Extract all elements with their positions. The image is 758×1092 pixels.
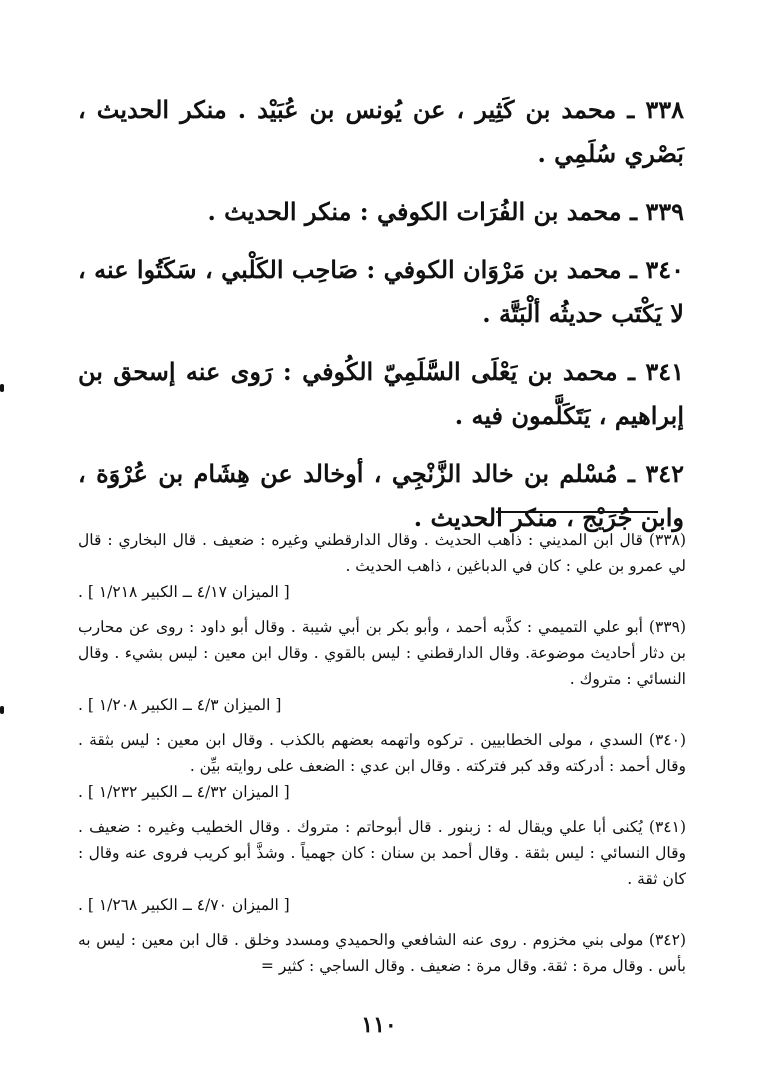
entry-338: ٣٣٨ ـ محمد بن كَثِير ، عن يُونس بن عُبَيْد . منكر الحديث ، بَصْري سُلَمِي . bbox=[78, 95, 684, 168]
entry-340: ٣٤٠ ـ محمد بن مَرْوَان الكوفي : صَاحِب الكَلْبي ، سَكَتُوا عنه ، لا يَكْتَب حديثُه ألْبَتَّة . bbox=[78, 255, 684, 328]
footnote-338 bbox=[78, 527, 686, 605]
footnote-reference: [ الميزان ٤/٣ ــ الكبير ١/٢٠٨ ] . bbox=[78, 696, 282, 714]
footnote-text: (٣٣٨) قال ابن المديني : ذاهب الحديث . وقال الدارقطني وغيره : ضعيف . قال البخاري : قال لي عمرو بن علي : كان في الدباغين ، ذاهب الحديث . bbox=[78, 531, 686, 575]
footnote-text: (٣٤٢) مولى بني مخزوم . روى عنه الشافعي والحميدي ومسدد وخلق . قال ابن معين : ليس به بأس . وقال مرة : ثقة. وقال مرة : ضعيف . وقال الساجي : كثير = bbox=[78, 931, 686, 975]
entry-339: ٣٣٩ ـ محمد بن الفُرَات الكوفي : منكر الحديث . bbox=[207, 197, 684, 226]
page-number: ١١٠ bbox=[361, 1012, 397, 1038]
footnote-340 bbox=[78, 727, 686, 805]
entry-341: ٣٤١ ـ محمد بن يَعْلَى السَّلَمِيّ الكُوفي : رَوى عنه إسحق بن إبراهيم ، يَتَكَلَّمون فيه . bbox=[78, 357, 684, 430]
footnote-reference: [ الميزان ٤/٧٠ ــ الكبير ١/٢٦٨ ] . bbox=[78, 896, 290, 914]
footnotes bbox=[78, 527, 686, 988]
main-text bbox=[78, 88, 684, 554]
footnote-341 bbox=[78, 814, 686, 918]
footnote-text: (٣٤٠) السدي ، مولى الخطابيين . تركوه واتهمه بعضهم بالكذب . وقال ابن معين : ليس بثقة . وقال أحمد : أدركته وقد كبر فتركته . وقال ابن عدي : الضعف على روايته بيِّن . bbox=[78, 731, 686, 775]
footnote-reference: [ الميزان ٤/٣٢ ــ الكبير ١/٢٣٢ ] . bbox=[78, 783, 290, 801]
footnote-339 bbox=[78, 614, 686, 718]
footnote-text: (٣٣٩) أبو علي التميمي : كذَّبه أحمد ، وأبو بكر بن أبي شيبة . وقال أبو داود : روى عن محارب بن دثار أحاديث موضوعة. وقال الدارقطني : ليس بالقوي . وقال ابن معين : ليس بشيء . وقال النسائي : متروك . bbox=[78, 618, 686, 688]
entry-342: ٣٤٢ ـ مُسْلم بن خالد الزَّنْجِي ، أوخالد عن هِشَام بن عُرْوَة ، وابن جُرَيْج ، منكر الحديث . bbox=[78, 459, 684, 532]
footnote-342 bbox=[78, 927, 686, 979]
footnote-reference: [ الميزان ٤/١٧ ــ الكبير ١/٢١٨ ] . bbox=[78, 583, 290, 601]
margin-mark bbox=[0, 706, 4, 714]
margin-mark bbox=[0, 384, 4, 392]
footnote-divider bbox=[496, 511, 658, 513]
footnote-text: (٣٤١) يُكنى أبا علي ويقال له : زبنور . قال أبوحاتم : متروك . وقال الخطيب وغيره : ضعيف . وقال النسائي : ليس بثقة . وقال أحمد بن سنان : كان جهمياً . وشذَّ أبو كريب فروى عنه وقال : كان ثقة . bbox=[78, 818, 686, 888]
